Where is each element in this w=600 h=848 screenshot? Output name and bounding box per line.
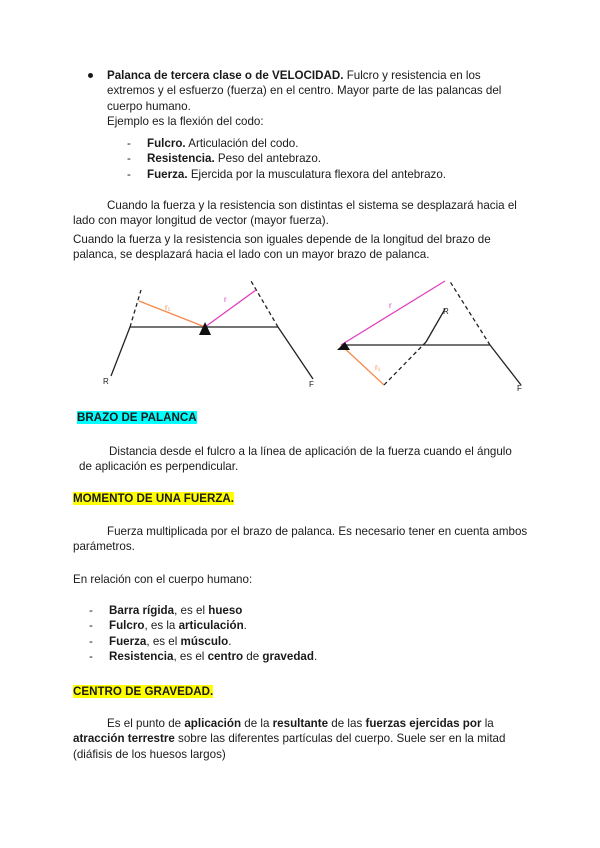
lever-example: Ejemplo es la flexión del codo: [107,114,264,128]
body-analogy-list [89,603,489,664]
right-resistance-dashed [384,342,426,385]
paragraph-relation: En relación con el cuerpo humano: [73,573,253,586]
left-resistance-dashed [130,290,141,327]
right-r-label: r [389,301,392,310]
left-F-label: F [309,380,314,389]
list-item: - Fuerza, es el músculo. [89,634,489,649]
paragraph-momento: Fuerza multiplicada por el brazo de palanca. Es necesario tener en cuenta ambos parámetros. [73,525,528,554]
paragraph-forces-equal: Cuando la fuerza y la resistencia son iguales depende de la longitud del brazo de palanca, se desplazará hacia el lado con un mayor brazo de palanca. [73,233,491,262]
lever-text: Fulcro y resistencia en los extremos y el esfuerzo (fuerza) en el centro. Mayor parte de las palancas del cuerpo humano. [107,69,502,113]
right-force-dashed [449,280,490,345]
heading-momento: MOMENTO DE UNA FUERZA. [73,492,235,505]
left-r-label: r [224,295,227,304]
left-resistance-vector [111,327,130,376]
left-force-dashed [251,281,278,327]
right-r1-label: r₁ [375,363,381,372]
heading-centro: CENTRO DE GRAVEDAD. [73,685,214,698]
heading-brazo: BRAZO DE PALANCA [77,411,197,424]
paragraph-forces-different: Cuando la fuerza y la resistencia son distintas el sistema se desplazará hacia el lado con mayor longitud de vector (mayor fuerza). [73,199,517,228]
paragraph-brazo: Distancia desde el fulcro a la línea de aplicación de la fuerza cuando el ángulo de aplicación es perpendicular. [79,445,512,474]
list-item: - Fulcro, es la articulación. [89,618,489,633]
right-F-label: F [517,384,522,393]
left-arm-r1 [139,301,205,327]
left-r1-label: r₁ [165,303,171,312]
list-item: - Resistencia. Peso del antebrazo. [127,151,527,166]
right-R-label: R [443,307,449,316]
list-item: - Barra rígida, es el hueso [89,603,489,618]
left-force-vector [278,327,313,379]
left-R-label: R [103,377,109,386]
list-item: - Resistencia, es el centro de gravedad. [89,649,489,664]
left-arm-r [205,290,256,327]
list-item: - Fulcro. Articulación del codo. [127,136,527,151]
list-item: - Fuerza. Ejercida por la musculatura flexora del antebrazo. [127,167,527,182]
paragraph-centro: Es el punto de aplicación de la resultante de las fuerzas ejercidas por la atracción terrestre sobre las diferentes partículas del cuerpo. Suele ser en la mitad (diáfisis de los huesos largos) [73,717,506,761]
lever-title: Palanca de tercera clase o de VELOCIDAD. [107,69,344,82]
right-force-vector [490,345,521,385]
